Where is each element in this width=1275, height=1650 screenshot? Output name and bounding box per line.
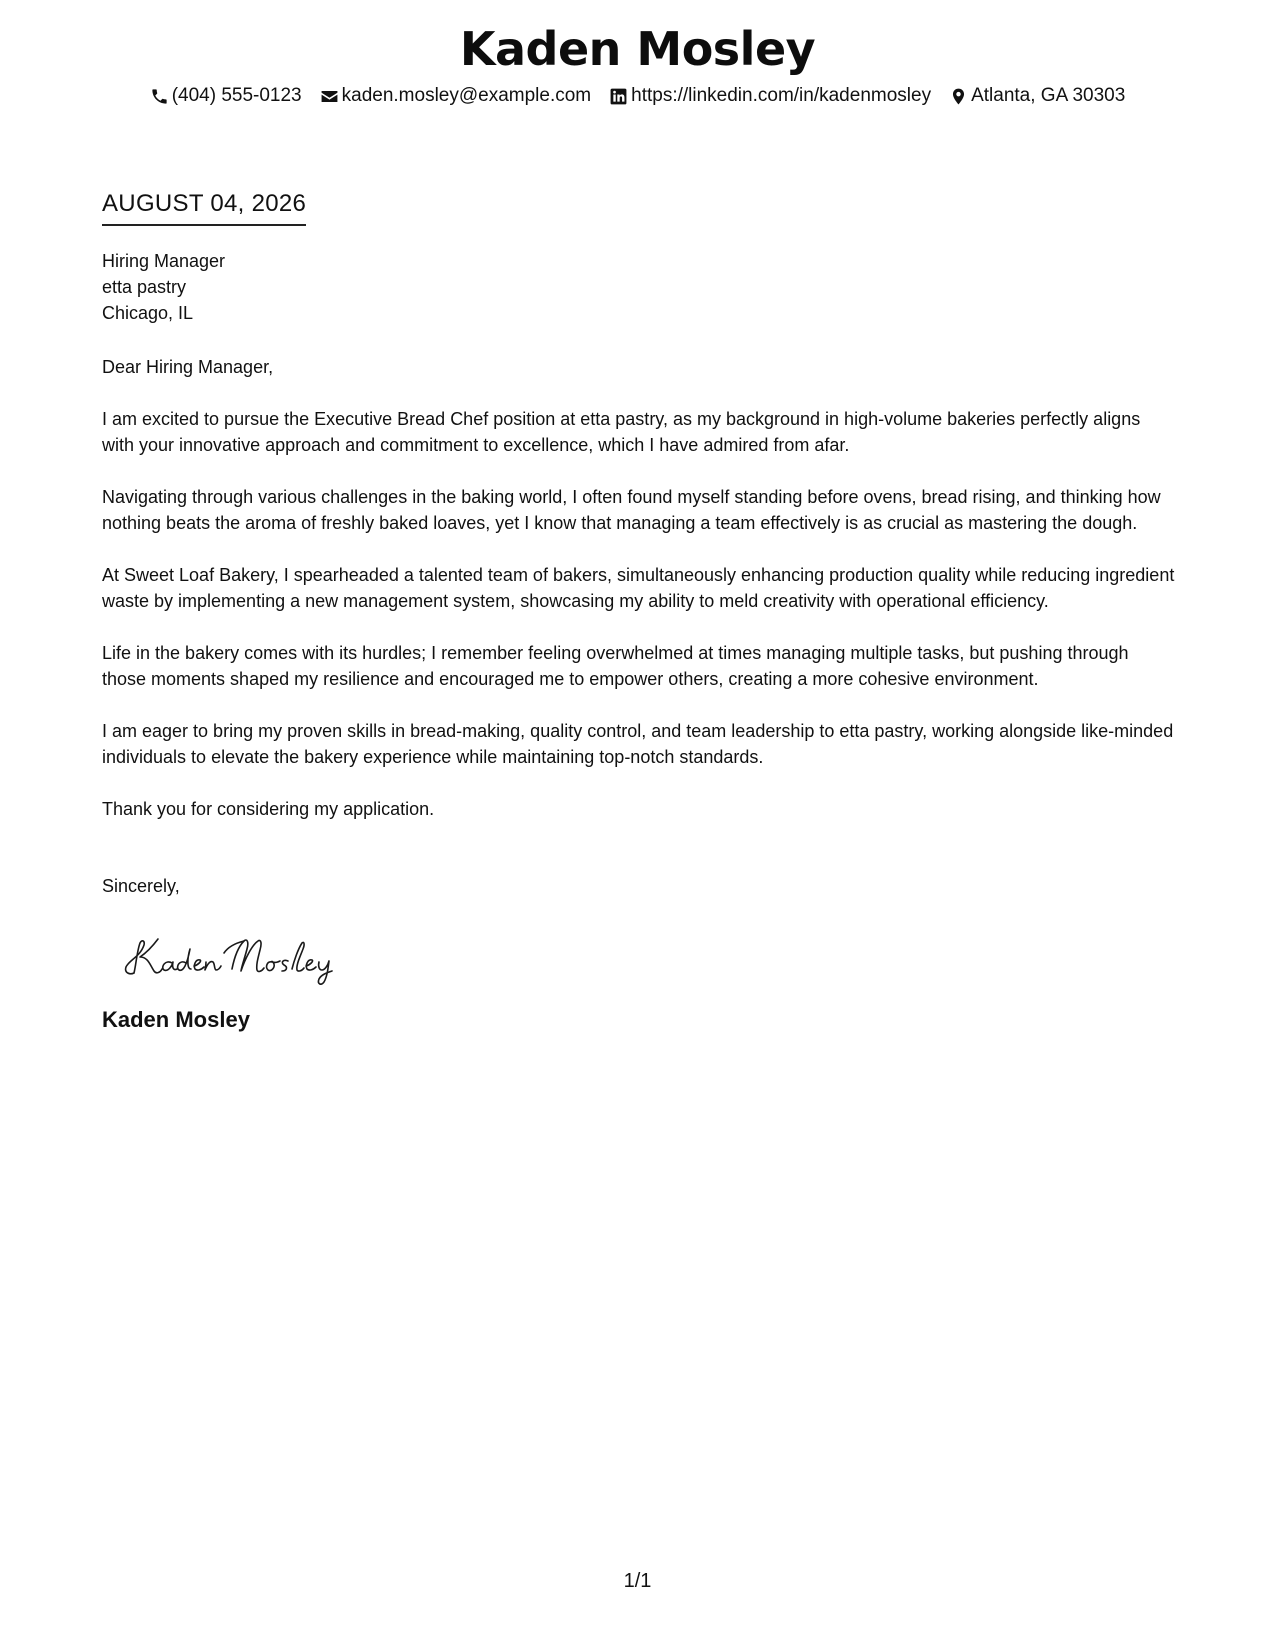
contact-info: [0, 84, 1275, 108]
recipient-block: [102, 248, 1177, 326]
envelope-icon: [320, 87, 339, 106]
paragraph-4: Life in the bakery comes with its hurdles; I remember feeling overwhelmed at times managing multiple tasks, but pushing through those moments shaped my resilience and encouraged me to empower others, creating a more cohesive environment.: [102, 643, 1129, 689]
applicant-name: Kaden Mosley: [459, 22, 816, 76]
recipient-title: Hiring Manager: [102, 251, 226, 271]
signoff: Sincerely,: [102, 876, 180, 896]
linkedin-icon: [609, 87, 628, 106]
linkedin-text: https://linkedin.com/in/kadenmosley: [631, 85, 932, 106]
page-number: 1/1: [623, 1570, 652, 1592]
contact-linkedin[interactable]: [609, 84, 931, 108]
contact-phone: [150, 84, 302, 108]
recipient-location: Chicago, IL: [102, 303, 194, 323]
handwritten-signature: [120, 929, 350, 987]
salutation: Dear Hiring Manager,: [102, 357, 274, 377]
paragraph-1: I am excited to pursue the Executive Bread Chef position at etta pastry, as my background in high-volume bakeries perfectly aligns with your innovative approach and commitment to excellence, which I have admired from afar.: [102, 409, 1141, 455]
contact-email[interactable]: [320, 84, 592, 108]
contact-location: [949, 84, 1125, 108]
closing-line: Thank you for considering my application.: [102, 799, 435, 819]
location-text: Atlanta, GA 30303: [971, 85, 1126, 106]
map-pin-icon: [949, 87, 968, 106]
letter-body: [102, 248, 1177, 1033]
paragraph-5: I am eager to bring my proven skills in bread-making, quality control, and team leadership to etta pastry, working alongside like-minded individuals to elevate the bakery experience while maintaining top-notch standards.: [102, 721, 1174, 767]
email-text: kaden.mosley@example.com: [341, 85, 592, 106]
phone-text: (404) 555-0123: [171, 85, 302, 106]
letter-header: [0, 22, 1275, 108]
letter-date-block: [102, 190, 306, 226]
phone-icon: [150, 87, 169, 106]
paragraph-3: At Sweet Loaf Bakery, I spearheaded a talented team of bakers, simultaneously enhancing production quality while reducing ingredient waste by implementing a new management system, showcasing my ability to meld creativity with operational efficiency.: [102, 565, 1175, 611]
letter-date: AUGUST 04, 2026: [102, 190, 306, 226]
recipient-company: etta pastry: [102, 277, 187, 297]
signer-name: Kaden Mosley: [102, 1007, 250, 1032]
paragraph-2: Navigating through various challenges in the baking world, I often found myself standing before ovens, bread rising, and thinking how nothing beats the aroma of freshly baked loaves, yet I know that managing a team effectively is as crucial as mastering the dough.: [102, 487, 1161, 533]
